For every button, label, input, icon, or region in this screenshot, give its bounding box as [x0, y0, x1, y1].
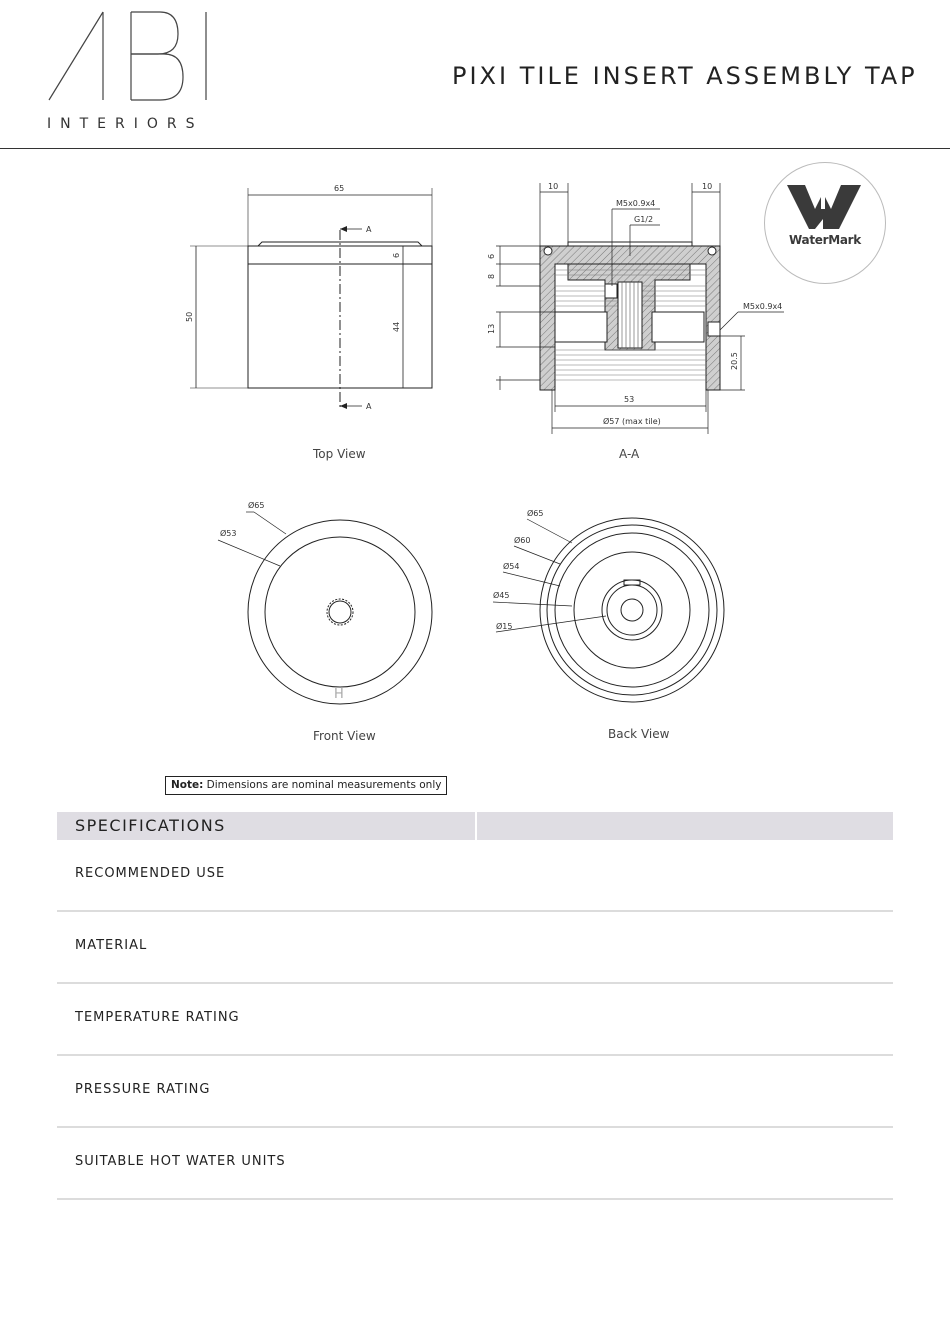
spec-label: PRESSURE RATING [75, 1082, 211, 1097]
dim-top-height: 50 [185, 311, 194, 322]
technical-drawings [0, 150, 950, 810]
dim-section-57: Ø57 (max tile) [603, 417, 661, 426]
front-view-label: Front View [313, 729, 376, 743]
dim-back-15: Ø15 [496, 622, 513, 631]
specifications-title: SPECIFICATIONS [75, 816, 226, 835]
spec-row-pressure-rating [57, 1056, 893, 1128]
dim-section-8: 8 [487, 273, 496, 279]
dim-top-6: 6 [392, 252, 401, 258]
dim-section-6: 6 [487, 253, 496, 259]
spec-row-recommended-use [57, 840, 893, 912]
header-divider [0, 148, 950, 149]
section-view-label: A-A [619, 447, 640, 461]
back-view-label: Back View [608, 727, 670, 741]
top-view-drawing [190, 188, 432, 410]
dim-top-width: 65 [334, 184, 345, 193]
dim-back-54: Ø54 [503, 562, 520, 571]
dimension-note [165, 776, 447, 795]
spec-row-material [57, 912, 893, 984]
dim-section-13: 13 [487, 323, 496, 334]
specifications-table [57, 812, 893, 1200]
dim-section-m5-side: M5x0.9x4 [743, 302, 783, 311]
spec-row-temperature-rating [57, 984, 893, 1056]
section-marker-bottom: A [366, 402, 372, 411]
dim-back-60: Ø60 [514, 536, 531, 545]
dim-back-45: Ø45 [493, 591, 510, 600]
note-text: Dimensions are nominal measurements only [203, 779, 442, 791]
dim-section-m5-top: M5x0.9x4 [616, 199, 656, 208]
dim-back-65: Ø65 [527, 509, 544, 518]
spec-row-hot-water-units [57, 1128, 893, 1200]
dim-top-44: 44 [392, 321, 401, 332]
document-title: PIXI TILE INSERT ASSEMBLY TAP [452, 62, 918, 90]
specifications-header-divider [475, 812, 477, 840]
spec-label: TEMPERATURE RATING [75, 1010, 240, 1025]
watermark-label: WaterMark [789, 233, 861, 247]
note-label: Note: [171, 779, 204, 791]
dim-front-65: Ø65 [248, 501, 265, 510]
section-view-drawing [540, 242, 720, 390]
section-marker-top: A [366, 225, 372, 234]
front-view-drawing [218, 512, 432, 704]
spec-label: MATERIAL [75, 938, 148, 953]
dim-section-20-5: 20.5 [730, 352, 739, 370]
back-view-drawing [493, 518, 724, 702]
page-header [0, 0, 950, 150]
dim-section-thread: G1/2 [634, 215, 654, 224]
dim-section-53: 53 [624, 395, 635, 404]
logo-subtitle: INTERIORS [47, 116, 204, 132]
abi-logo [40, 8, 260, 118]
dim-section-left-10: 10 [548, 182, 559, 191]
spec-label: SUITABLE HOT WATER UNITS [75, 1154, 286, 1169]
front-mark-h: H [334, 687, 344, 702]
top-view-label: Top View [313, 447, 366, 461]
spec-label: RECOMMENDED USE [75, 866, 226, 881]
specifications-header [57, 812, 893, 840]
dim-section-right-10: 10 [702, 182, 713, 191]
dim-front-53: Ø53 [220, 529, 237, 538]
